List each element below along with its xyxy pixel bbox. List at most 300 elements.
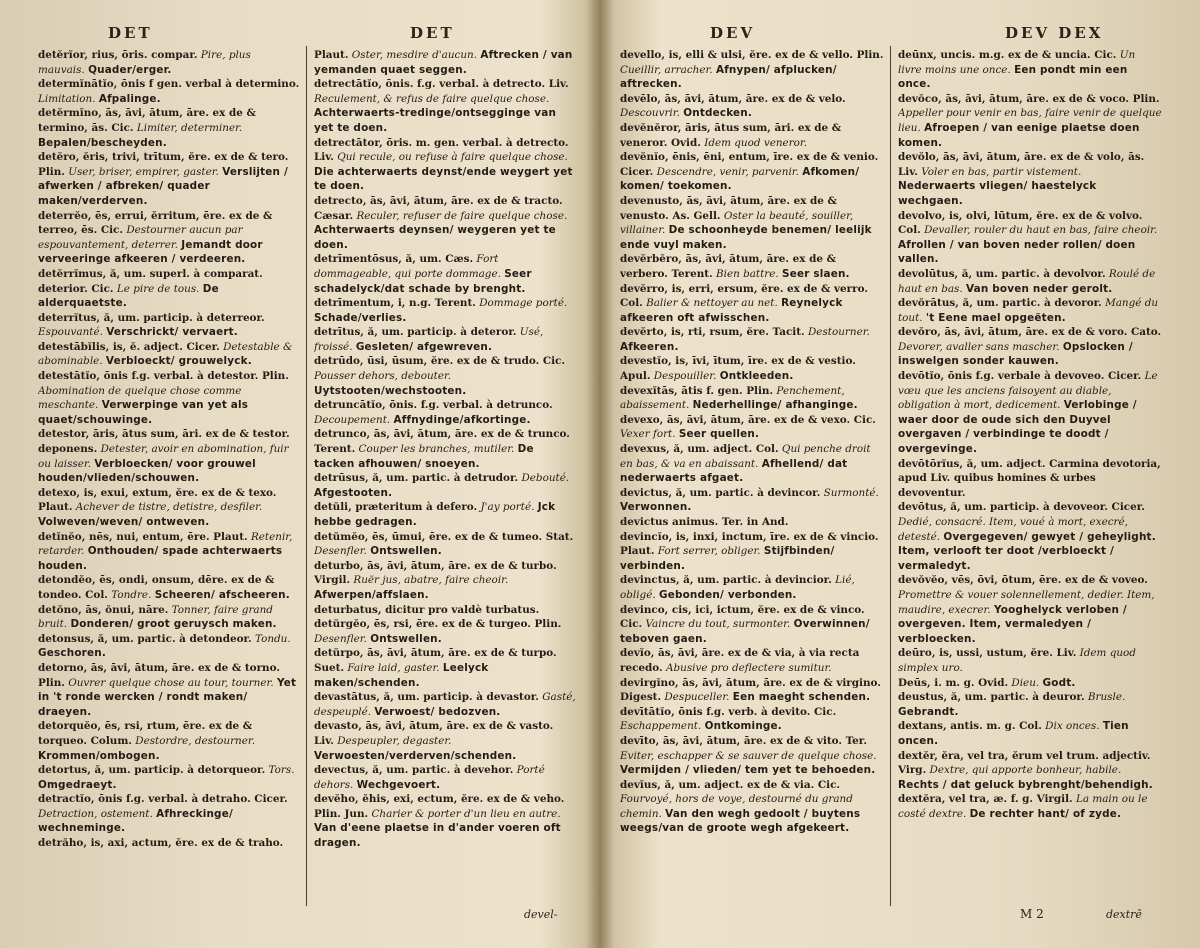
dictionary-entry: [314, 471, 576, 500]
entry-translation-fr: Mangé du tout.: [898, 297, 1159, 324]
entry-lemma: detrītus, ă, um. particip. à deteror.: [314, 326, 517, 339]
dictionary-entry: [38, 661, 300, 719]
entry-lemma: devōtus, ă, um. particip. à devoveor. Cicer.: [898, 501, 1145, 514]
entry-lemma: deūro, is, ussi, ustum, ĕre. Liv.: [898, 647, 1077, 660]
entry-translation-nl: Van boven neder gerolt.: [966, 282, 1113, 295]
dictionary-entry: [620, 573, 884, 602]
dictionary-entry: [898, 296, 1162, 325]
entry-translation-nl: Yet in 't ronde wercken / rondt maken/ draeyen.: [38, 676, 297, 718]
dictionary-entry: [620, 515, 884, 530]
dictionary-entry: [898, 48, 1162, 92]
entry-translation-fr: Faire laid, gaster.: [347, 661, 440, 674]
entry-translation-nl: Afkomen/ komen/ toekomen.: [620, 165, 860, 193]
dictionary-entry: [38, 106, 300, 150]
entry-lemma: detrecto, ās, āvi, ātum, āre. ex de & tracto. Cæsar.: [314, 194, 563, 222]
entry-lemma: devenusto, ās, āvi, ātum, āre. ex de & venusto. As. Gell.: [620, 194, 837, 222]
entry-lemma: devōtōrĭus, ă, um. adject. Carmina devotoria, apud Liv. quibus homines & urbes devoventur.: [898, 457, 1161, 499]
entry-lemma: devĕho, ĕhis, exi, ectum, ĕre. ex de & veho. Plin. Jun.: [314, 793, 565, 820]
entry-lemma: devīto, ās, āvi, ātum, āre. ex de & vito. Ter.: [620, 734, 867, 747]
dictionary-entry: [38, 792, 300, 836]
entry-translation-fr: Pousser dehors, debouter.: [314, 370, 452, 383]
entry-translation-nl: Een maeght schenden.: [732, 691, 871, 704]
entry-lemma: detorno, ās, āvi, ātum, āre. ex de & torno. Plin.: [38, 661, 280, 689]
entry-translation-fr: Porté dehors.: [314, 764, 545, 791]
dictionary-entry: [314, 719, 576, 763]
entry-translation-nl: 't Eene mael opgeëten.: [925, 311, 1066, 324]
entry-translation-fr: Qui penche droit en bas, & va en abaissant.: [620, 443, 871, 470]
entry-translation-fr: Abusive pro deflectere sumitur.: [665, 661, 832, 674]
entry-lemma: devexo, ās, āvi, ātum, āre. ex de & vexo. Cic.: [620, 413, 876, 426]
entry-lemma: detestātĭo, ōnis f.g. verbal. à detestor. Plin.: [38, 370, 289, 383]
entry-lemma: detonsus, ă, um. partic. à detondeor.: [38, 632, 252, 645]
entry-lemma: detondĕo, ēs, ondi, onsum, dēre. ex de & tondeo. Col.: [38, 574, 275, 601]
entry-translation-fr: Vexer fort.: [620, 428, 676, 441]
entry-lemma: detrectātĭo, ōnis. f.g. verbal. à detrecto. Liv.: [314, 78, 569, 91]
dictionary-entry: [38, 763, 300, 792]
entry-lemma: devexus, ă, um. adject. Col.: [620, 443, 779, 456]
entry-translation-nl: Ontkleeden.: [719, 370, 794, 383]
entry-translation-fr: Desenfler.: [314, 545, 367, 558]
entry-translation-nl: Krommen/ombogen.: [38, 749, 160, 762]
dictionary-entry: [314, 792, 576, 850]
entry-translation-fr: Fourvoyé, hors de voye, destourné du grand chemin.: [620, 793, 853, 820]
entry-translation-fr: Retenir, retarder.: [38, 530, 293, 558]
dictionary-entry: [314, 603, 576, 618]
entry-lemma: devĕrto, is, rti, rsum, ĕre. Tacit.: [620, 326, 805, 339]
dictionary-entry: [38, 369, 300, 427]
dictionary-entry: [620, 734, 884, 778]
entry-translation-nl: Afgestooten.: [314, 486, 393, 499]
entry-translation-nl: Afrollen / van boven neder rollen/ doen vallen.: [898, 238, 1136, 266]
dictionary-entry: [38, 836, 300, 851]
dictionary-entry: [38, 209, 300, 267]
entry-translation-fr: Destourner aucun par espouvantement, deterrer.: [38, 224, 243, 251]
catchword-left: devel-: [524, 908, 558, 921]
entry-lemma: devictus, ă, um. partic. à devincor.: [620, 486, 821, 499]
right-column-2: [898, 48, 1162, 928]
entry-translation-nl: Wechgevoert.: [356, 778, 441, 791]
entry-translation-nl: Achterwaerts deynsen/ weygeren yet te doen.: [314, 224, 556, 251]
entry-translation-nl: Schade/verlies.: [314, 311, 407, 324]
dictionary-entry: [620, 676, 884, 705]
left-column-1: [38, 48, 300, 928]
entry-translation-nl: Overwinnen/ teboven gaen.: [620, 618, 870, 645]
dictionary-entry: [620, 194, 884, 252]
entry-translation-nl: De alderquaetste.: [38, 282, 219, 310]
entry-lemma: dextans, antis. m. g. Col.: [898, 720, 1042, 733]
entry-translation-nl: Godt.: [1042, 676, 1076, 689]
entry-translation-nl: Volweven/weven/ ontweven.: [38, 516, 210, 528]
entry-lemma: devolūtus, ă, um. partic. à devolvor.: [898, 267, 1106, 280]
dictionary-entry: [898, 690, 1162, 719]
entry-translation-fr: Limitation.: [38, 92, 96, 105]
entry-translation-fr: Destordre, destourner.: [135, 734, 256, 747]
dictionary-entry: [620, 121, 884, 150]
entry-lemma: devictus animus. Ter. in And.: [620, 516, 789, 528]
entry-lemma: devexĭtās, ātis f. gen. Plin.: [620, 384, 774, 397]
entry-lemma: devincĭo, is, inxi, inctum, īre. ex de & vincio. Plaut.: [620, 530, 879, 558]
entry-translation-fr: Le pire de tous.: [116, 282, 200, 295]
entry-lemma: devĕnĕror, āris, ātus sum, āri. ex de & veneror. Ovid.: [620, 121, 842, 149]
dictionary-entry: [38, 603, 300, 632]
entry-lemma: detrūdo, ūsi, ūsum, ĕre. ex de & trudo. Cic.: [314, 355, 565, 368]
entry-translation-fr: Un livre moins une once.: [898, 49, 1136, 76]
entry-lemma: deturbo, ās, āvi, ātum, āre. ex de & turbo. Virgil.: [314, 559, 557, 587]
entry-translation-fr: Debouté.: [521, 472, 570, 485]
dictionary-entry: [898, 267, 1162, 296]
dictionary-entry: [314, 48, 576, 77]
entry-translation-nl: De schoonheyde benemen/ leelijk ende vuyl maken.: [620, 224, 872, 251]
entry-lemma: devŏvĕo, vēs, ōvi, ōtum, ēre. ex de & voveo.: [898, 574, 1148, 587]
dictionary-entry: [898, 209, 1162, 267]
entry-lemma: devĕnĭo, ēnis, ēni, entum, īre. ex de & venio. Cicer.: [620, 151, 879, 178]
entry-translation-nl: Affnydinge/afkortinge.: [393, 413, 531, 426]
entry-translation-nl: Jck hebbe gedragen.: [314, 501, 556, 528]
dictionary-entry: [314, 77, 576, 135]
right-page: [620, 10, 1165, 935]
entry-translation-nl: Yooghelyck verloben / overgeven. Item, vermaledyen / verbloecken.: [898, 603, 1127, 645]
dictionary-entry: [898, 92, 1162, 150]
entry-translation-fr: Devaller, rouler du haut en bas, faire cheoir.: [924, 224, 1158, 237]
entry-translation-nl: Onthouden/ spade achterwaerts houden.: [38, 545, 283, 572]
entry-translation-nl: Ontdecken.: [683, 107, 753, 120]
dictionary-entry: [898, 500, 1162, 573]
entry-translation-nl: Nederwaerts vliegen/ haestelyck wechgaen.: [898, 180, 1097, 207]
dictionary-entry: [620, 92, 884, 121]
entry-translation-nl: Afkeeren.: [620, 340, 679, 353]
entry-translation-fr: Tondu.: [254, 632, 291, 645]
entry-translation-fr: Usé, froissé.: [314, 326, 544, 353]
entry-translation-fr: Qui recule, ou refuse à faire quelque chose.: [337, 151, 568, 164]
entry-translation-fr: Devorer, avaller sans mascher.: [898, 340, 1060, 353]
entry-translation-nl: Uytstooten/wechstooten.: [314, 384, 467, 397]
entry-translation-fr: Voler en bas, partir vistement.: [921, 165, 1082, 178]
dictionary-entry: [898, 749, 1162, 793]
entry-lemma: devŏrātus, ă, um. partic. à devoror.: [898, 297, 1102, 310]
dictionary-entry: [314, 500, 576, 529]
entry-translation-nl: Nederhellinge/ afhanginge.: [692, 399, 858, 412]
running-head-left-col1: DET: [108, 24, 153, 42]
entry-translation-fr: Detester, avoir en abomination, fuir ou laisser.: [38, 443, 289, 470]
entry-lemma: devinctus, ă, um. partic. à devincior.: [620, 574, 832, 587]
left-column-2: [314, 48, 576, 928]
entry-lemma: devŏco, ās, āvi, ātum, āre. ex de & voco. Plin.: [898, 92, 1160, 105]
catchword-right: dextrē: [1106, 908, 1142, 921]
dictionary-entry: [314, 252, 576, 296]
entry-translation-nl: Geschoren.: [38, 647, 106, 660]
entry-translation-fr: Lié, obligé.: [620, 574, 855, 601]
dictionary-entry: [314, 690, 576, 719]
entry-translation-fr: Dix onces.: [1045, 720, 1100, 733]
entry-lemma: devĕrro, is, erri, ersum, ĕre. ex de & verro. Col.: [620, 282, 868, 310]
dictionary-entry: [620, 282, 884, 326]
entry-translation-nl: Reynelyck afkeeren oft afwisschen.: [620, 297, 843, 324]
entry-translation-nl: Afpalinge.: [98, 92, 161, 105]
entry-translation-fr: Espouvanté.: [38, 326, 103, 339]
entry-translation-fr: Tors.: [268, 764, 295, 777]
entry-translation-nl: Achterwaerts-tredinge/ontsegginge van yet te doen.: [314, 107, 557, 134]
dictionary-entry: [38, 573, 300, 602]
entry-translation-fr: Tonner, faire grand bruit.: [38, 603, 273, 631]
dictionary-entry: [620, 646, 884, 675]
dictionary-entry: [38, 340, 300, 369]
entry-translation-fr: Descouvrir.: [620, 107, 680, 120]
entry-translation-fr: Charier & porter d'un lieu en autre.: [371, 807, 561, 820]
dictionary-entry: [898, 792, 1162, 821]
entry-lemma: deturbatus, dicitur pro valdè turbatus.: [314, 603, 540, 616]
dictionary-entry: [620, 442, 884, 486]
entry-translation-fr: Destourner.: [807, 326, 870, 339]
dictionary-entry: [898, 150, 1162, 208]
entry-translation-fr: Idem quod veneror.: [704, 136, 808, 149]
entry-lemma: dextĕr, ĕra, vel tra, ĕrum vel trum. adjectiv. Virg.: [898, 749, 1151, 777]
entry-lemma: devolvo, is, olvi, lūtum, ĕre. ex de & volvo. Col.: [898, 209, 1143, 237]
dictionary-entry: [38, 632, 300, 661]
entry-lemma: devestĭo, is, īvi, ītum, īre. ex de & vestio. Apul.: [620, 355, 856, 383]
dictionary-entry: [898, 676, 1162, 691]
dictionary-entry: [314, 427, 576, 471]
dictionary-entry: [38, 530, 300, 574]
entry-translation-fr: Eschappement.: [620, 720, 702, 733]
dictionary-entry: [620, 413, 884, 442]
entry-lemma: devītātĭo, ōnis f.g. verb. à devito. Cic.: [620, 705, 837, 718]
entry-translation-fr: User, briser, empirer, gaster.: [68, 165, 219, 178]
folio-signature: M 2: [1020, 907, 1044, 921]
entry-translation-fr: Promettre & vouer solennellement, dedier. Item, maudire, execrer.: [898, 588, 1155, 616]
entry-translation-nl: Verwonnen.: [620, 501, 692, 514]
entry-translation-nl: Quader/erger.: [88, 63, 172, 76]
entry-lemma: detestābĭlis, is, ĕ. adject. Cicer.: [38, 340, 220, 353]
entry-translation-fr: La main ou le costé dextre.: [898, 793, 1148, 820]
entry-lemma: detĕro, ĕris, trivi, trītum, ĕre. ex de & tero. Plin.: [38, 151, 289, 178]
entry-lemma: devirgĭno, ās, āvi, ātum, āre. ex de & virgino. Digest.: [620, 676, 881, 704]
entry-lemma: devĕrbĕro, ās, āvi, ātum, āre. ex de & verbero. Terent.: [620, 253, 836, 280]
entry-translation-fr: Despeupler, degaster.: [337, 734, 452, 747]
entry-translation-nl: Overgegeven/ gewyet / geheylight. Item, verlooft ter doot /verbloeckt / vermaledyt.: [898, 530, 1156, 572]
entry-lemma: deterrĕo, ēs, errui, ĕrritum, ēre. ex de & terreo, ēs. Cic.: [38, 209, 273, 237]
entry-translation-fr: Decoupement.: [314, 413, 391, 426]
entry-translation-nl: Verbloecken/ voor grouwel houden/vlieden/schouwen.: [38, 457, 256, 485]
entry-lemma: detestor, āris, ātus sum, āri. ex de & testor. deponens.: [38, 428, 290, 456]
dictionary-entry: [314, 646, 576, 690]
entry-translation-nl: Verslijten / afwerken / afbreken/ quader maken/verderven.: [38, 165, 288, 207]
entry-translation-nl: Ontkominge.: [704, 720, 782, 733]
entry-translation-fr: Reculement, & refus de faire quelque chose.: [314, 92, 550, 105]
entry-translation-fr: Le vœu que les anciens faisoyent au diable, obligation à mort, dedicement.: [898, 370, 1158, 412]
entry-translation-nl: Afnypen/ afplucken/ aftrecken.: [620, 63, 837, 91]
entry-translation-fr: Penchement, abaissement.: [620, 384, 845, 412]
entry-translation-nl: Verschrickt/ vervaert.: [106, 326, 238, 339]
entry-lemma: determĭnātĭo, ōnis f gen. verbal à determino.: [38, 78, 300, 91]
entry-translation-fr: Couper les branches, mutiler.: [358, 443, 515, 456]
entry-lemma: detŏno, ās, ŏnui, nāre.: [38, 603, 169, 616]
entry-translation-fr: Reculer, refuser de faire quelque chose.: [356, 209, 568, 222]
entry-lemma: Plaut.: [314, 49, 349, 61]
entry-translation-fr: Tondre.: [111, 588, 152, 601]
running-head-left-col2: DET: [410, 24, 455, 42]
dictionary-entry: [314, 530, 576, 559]
dictionary-entry: [314, 354, 576, 398]
entry-translation-nl: Seer schadelyck/dat schade by brenght.: [314, 267, 532, 295]
entry-translation-fr: Descendre, venir, parvenir.: [656, 165, 799, 178]
dictionary-entry: [620, 354, 884, 383]
gutter: [585, 0, 615, 948]
entry-lemma: detortus, ă, um. particip. à detorqueor.: [38, 764, 266, 777]
entry-translation-fr: Desenfler.: [314, 632, 367, 645]
dictionary-entry: [314, 296, 576, 325]
entry-translation-nl: Donderen/ groot geruysch maken.: [70, 618, 277, 631]
dictionary-entry: [38, 311, 300, 340]
entry-translation-nl: Jemandt door verveeringe afkeeren / verdeeren.: [38, 238, 263, 266]
entry-translation-nl: Bepalen/bescheyden.: [38, 136, 167, 149]
entry-translation-nl: Tien oncen.: [898, 720, 1129, 747]
dictionary-entry: [314, 398, 576, 427]
dictionary-entry: [38, 150, 300, 208]
entry-translation-fr: Eviter, eschapper & se sauver de quelque chose.: [620, 749, 877, 762]
dictionary-entry: [38, 719, 300, 763]
dictionary-entry: [620, 530, 884, 574]
entry-lemma: detĕrmĭno, ās, āvi, ātum, āre. ex de & termino, ās. Cic.: [38, 107, 256, 134]
dictionary-entry: [314, 617, 576, 646]
dictionary-entry: [620, 48, 884, 92]
entry-translation-nl: De tacken afhouwen/ snoeyen.: [314, 443, 534, 470]
entry-lemma: detŭli, præteritum à defero.: [314, 501, 478, 514]
entry-translation-fr: Vaincre du tout, surmonter.: [645, 618, 791, 631]
entry-translation-nl: Van den wegh gedoolt / buytens weegs/van de groote wegh afgekeert.: [620, 807, 861, 835]
entry-lemma: detĕrĭor, rius, ōris. compar.: [38, 49, 198, 61]
entry-translation-fr: Balier & nettoyer au net.: [646, 297, 778, 310]
dictionary-entry: [620, 778, 884, 836]
dictionary-entry: [620, 252, 884, 281]
entry-translation-fr: Limiter, determiner.: [136, 121, 243, 134]
entry-translation-fr: Bien battre.: [715, 267, 779, 280]
entry-translation-fr: Achever de tistre, detistre, desfiler.: [75, 501, 263, 514]
entry-lemma: detrūsus, ă, um. partic. à detrudor.: [314, 472, 519, 485]
running-head-right-col2: DEV DEX: [1005, 24, 1104, 42]
dictionary-entry: [620, 486, 884, 515]
entry-lemma: detrectātor, ōris. m. gen. verbal. à detrecto. Liv.: [314, 136, 569, 164]
dictionary-entry: [898, 369, 1162, 457]
entry-translation-fr: Dommage porté.: [479, 297, 568, 310]
entry-lemma: devinco, cis, ici, ictum, ĕre. ex de & vinco. Cic.: [620, 603, 865, 631]
dictionary-entry: [898, 719, 1162, 748]
entry-lemma: detŭrgĕo, ēs, rsi, ēre. ex de & turgeo. Plin.: [314, 618, 562, 631]
entry-lemma: Deūs, i. m. g. Ovid.: [898, 676, 1009, 689]
entry-translation-nl: Seer quellen.: [678, 428, 760, 441]
entry-translation-nl: Ontswellen.: [370, 545, 442, 558]
dictionary-entry: [620, 150, 884, 194]
entry-lemma: deūnx, uncis. m.g. ex de & uncia. Cic.: [898, 49, 1117, 61]
entry-translation-nl: Seer slaen.: [782, 267, 850, 280]
entry-translation-fr: Fort dommageable, qui porte dommage.: [314, 253, 501, 280]
entry-translation-fr: Cueillir, arracher.: [620, 63, 713, 76]
entry-translation-fr: Idem quod simplex uro.: [898, 647, 1136, 674]
entry-translation-nl: Verwerpinge van yet als quaet/schouwinge.: [38, 399, 249, 426]
entry-translation-nl: Afroepen / van eenige plaetse doen komen.: [898, 121, 1140, 149]
entry-translation-nl: Ontswellen.: [370, 632, 442, 645]
entry-translation-nl: Vermijden / vlieden/ tem yet te behoeden.: [620, 764, 876, 777]
entry-lemma: devasto, ās, āvi, ātum, āre. ex de & vasto. Liv.: [314, 720, 554, 747]
entry-translation-fr: Dextre, qui apporte bonheur, habile.: [929, 764, 1122, 777]
entry-translation-nl: Rechts / dat geluck bybrenght/behendigh.: [898, 778, 1153, 791]
right-column-1: [620, 48, 884, 928]
entry-translation-nl: Gesleten/ afgewreven.: [355, 340, 493, 353]
entry-translation-fr: Fort serrer, obliger.: [657, 545, 761, 558]
entry-translation-fr: Appeller pour venir en bas, faire venir de quelque lieu.: [898, 107, 1162, 134]
dictionary-entry: [898, 573, 1162, 646]
entry-lemma: devello, is, elli & ulsi, ĕre. ex de & vello. Plin.: [620, 49, 884, 61]
entry-translation-nl: Verwoesten/verderven/schenden.: [314, 749, 517, 762]
entry-lemma: devēlo, ās, āvi, ātum, āre. ex de & velo.: [620, 92, 846, 105]
entry-translation-fr: Oster, mesdire d'aucun.: [351, 49, 478, 61]
dictionary-entry: [314, 325, 576, 354]
dictionary-entry: [38, 48, 300, 77]
entry-lemma: devŏlo, ās, āvi, ātum, āre. ex de & volo, ās. Liv.: [898, 151, 1145, 178]
entry-lemma: detŭmĕo, ēs, ūmui, ēre. ex de & tumeo. Stat.: [314, 530, 574, 543]
entry-translation-nl: Verbloeckt/ grouwelyck.: [105, 355, 252, 368]
entry-translation-fr: Ruër jus, abatre, faire cheoir.: [353, 574, 509, 587]
entry-translation-nl: Afwerpen/affslaen.: [314, 588, 429, 601]
entry-translation-fr: Surmonté.: [823, 486, 879, 499]
entry-translation-fr: Dedié, consacré. Item, voué à mort, execré, detesté.: [898, 516, 1128, 543]
entry-translation-nl: Verwoest/ bedozven.: [374, 705, 501, 718]
entry-lemma: detruncātĭo, ōnis. f.g. verbal. à detrunco.: [314, 399, 553, 412]
entry-lemma: detexo, is, exui, extum, ĕre. ex de & texo. Plaut.: [38, 486, 277, 514]
entry-translation-fr: Despouiller.: [653, 370, 717, 383]
dictionary-entry: [38, 427, 300, 485]
dictionary-entry: [620, 384, 884, 413]
entry-translation-fr: Roulé de haut en bas.: [898, 267, 1156, 295]
entry-translation-fr: Detraction, ostement.: [38, 807, 153, 820]
dictionary-entry: [38, 77, 300, 106]
dictionary-entry: [620, 603, 884, 647]
entry-lemma: dextĕra, vel tra, æ. f. g. Virgil.: [898, 793, 1073, 806]
entry-translation-nl: Afhellend/ dat nederwaerts afgaet.: [620, 457, 848, 485]
entry-lemma: detractĭo, ōnis f.g. verbal. à detraho. Cicer.: [38, 793, 288, 806]
entry-translation-nl: Gebrandt.: [898, 705, 959, 718]
dictionary-entry: [314, 763, 576, 792]
entry-translation-nl: Omgedraeyt.: [38, 778, 117, 791]
dictionary-entry: [38, 267, 300, 311]
entry-translation-nl: Leelyck maken/schenden.: [314, 661, 489, 689]
entry-translation-nl: Een pondt min een once.: [898, 63, 1128, 91]
entry-lemma: detorquĕo, ēs, rsi, rtum, ēre. ex de & torqueo. Colum.: [38, 720, 253, 747]
entry-translation-nl: De rechter hant/ of zyde.: [969, 807, 1122, 820]
column-rule: [306, 46, 307, 906]
entry-translation-nl: Gebonden/ verbonden.: [658, 588, 797, 601]
column-rule: [890, 46, 891, 906]
entry-translation-fr: Detestable & abominable.: [38, 340, 293, 368]
dictionary-entry: [314, 194, 576, 252]
left-page: [38, 10, 578, 935]
entry-translation-nl: Afhreckinge/ wechneminge.: [38, 807, 233, 835]
running-head-right-col1: DEV: [710, 24, 756, 42]
entry-translation-fr: Ouvrer quelque chose au tour, tourner.: [68, 676, 274, 689]
entry-lemma: detŭrpo, ās, āvi, ātum, āre. ex de & turpo. Suet.: [314, 647, 557, 674]
entry-lemma: detrăho, is, axi, actum, ĕre. ex de & traho.: [38, 837, 284, 850]
entry-translation-nl: Stijfbinden/ verbinden.: [620, 545, 835, 572]
entry-lemma: devĭus, ă, um. adject. ex de & via. Cic.: [620, 778, 841, 791]
dictionary-entry: [620, 325, 884, 354]
entry-translation-fr: Gasté, despeuplé.: [314, 691, 576, 718]
entry-translation-nl: Die achterwaerts deynst/ende weygert yet te doen.: [314, 165, 573, 193]
entry-lemma: deustus, ă, um. partic. à deuror.: [898, 691, 1085, 704]
dictionary-entry: [898, 457, 1162, 501]
entry-lemma: devastātus, ă, um. particip. à devastor.: [314, 691, 539, 704]
entry-lemma: detĭnĕo, nēs, nui, entum, ēre. Plaut.: [38, 530, 248, 543]
dictionary-entry: [620, 705, 884, 734]
dictionary-entry: [898, 646, 1162, 675]
